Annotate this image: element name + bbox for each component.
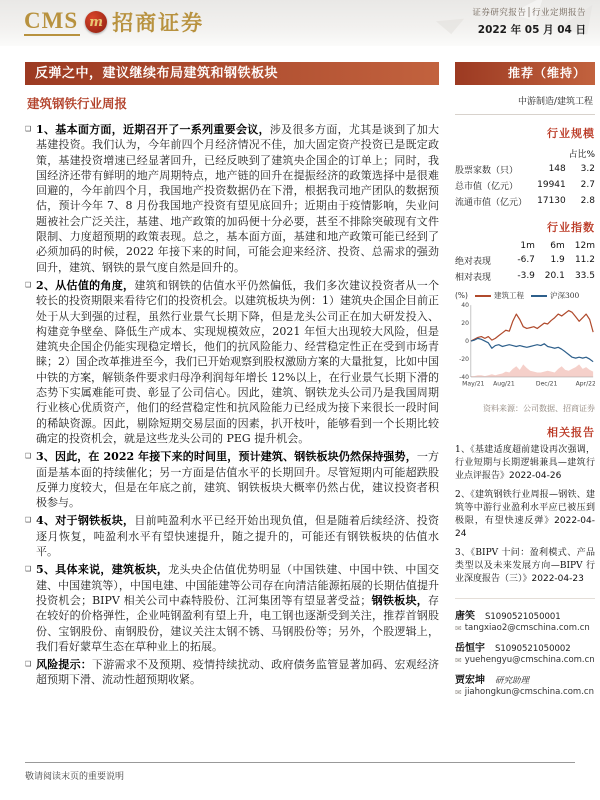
analyst-cert-number: S1090521050001 xyxy=(485,612,561,622)
analyst-row xyxy=(455,671,595,697)
square-bullet-icon: ❑ xyxy=(25,452,32,461)
risk-text: 下游需求不及预期、疫情持续扰动、政府债务监管显著加码、宏观经济超预期下滑、流动性超预期收紧。 xyxy=(36,658,439,687)
svg-text:Apr/22: Apr/22 xyxy=(575,380,595,388)
report-type-label: 证券研究报告│行业定期报告 xyxy=(472,8,586,18)
svg-text:0: 0 xyxy=(465,338,469,346)
cms-logo xyxy=(24,7,204,37)
paragraph-lead: 2、从估值的角度， xyxy=(36,278,135,292)
section-title-related-reports: 相关报告 xyxy=(547,426,595,439)
paragraph-lead: 4、对于钢铁板块， xyxy=(36,514,135,528)
performance-chart-svg xyxy=(455,302,595,396)
report-date: 2022 年 05 月 04 日 xyxy=(477,24,586,36)
analyst-cert-number: S1090521050002 xyxy=(495,644,571,654)
industry-label: 中游制造/建筑工程 xyxy=(455,85,595,115)
analyst-job-title: 研究助理 xyxy=(495,676,530,686)
related-report-3: 3、《BIPV 十问：盈利模式、产品类型以及未来发展方向—BIPV 行业深度报告（三）》2022-04-23 xyxy=(455,548,595,584)
square-bullet-icon: ❑ xyxy=(25,516,32,525)
report-date: 2022-04-23 xyxy=(531,574,584,584)
paragraph-5 xyxy=(25,562,439,654)
sidebar xyxy=(455,62,595,703)
paragraph-text: 存在较好的价格弹性，企业吨钢盈利有望上升，电工钢也逐渐受到关注，推荐首钢股份、宝钢股份、南钢股份，建议关注太钢不锈、马钢股份等；另外，个股逻辑上，我们看好蒙草生态在草种业上的拓展。 xyxy=(36,593,439,653)
analyst-name: 唐笑 xyxy=(455,611,475,622)
table-row: 流通市值（亿元） 17130 2.8 xyxy=(455,196,595,208)
email-icon: ✉ xyxy=(455,687,462,697)
legend-item-csi300: 沪深300 xyxy=(531,290,579,301)
table-header-row: 1m 6m 12m xyxy=(520,240,595,251)
page-footer xyxy=(25,762,575,782)
analyst-name: 岳恒宇 xyxy=(455,643,485,654)
analyst-name: 贾宏坤 xyxy=(455,675,485,686)
col-header-share: 占比% xyxy=(568,149,595,160)
square-bullet-icon: ❑ xyxy=(25,660,32,669)
paragraph-mid-lead: 钢铁板块， xyxy=(371,593,428,607)
email-icon: ✉ xyxy=(455,623,462,633)
table-row: 总市值（亿元） 19941 2.7 xyxy=(455,180,595,192)
table-row: 股票家数（只） 148 3.2 xyxy=(455,164,595,176)
paragraph-text: 建筑和钢铁的估值水平仍然偏低，我们多次建议投资者从一个较长的投资期限来看待它们的投资机会。以建筑板块为例：1）建筑央企国企目前正处于从大到强的过程，虽然行业景气长期下降，但是龙头公司正在加大研发投入、构建竞争壁垒、降低生产成本、实现规模效应，2021 年恒大出现较大风险，但是建筑央企国企仍能实现稳定增长，他们的抗风险能力、经营稳定性正在受到市场青睐；2）国企改革推进至今，我们已开始观察到股权激励方案的大量批复，比如中国中铁的方案，解锁条件要求归母净利润每年增长 12%以上，在行业景气长期下滑的态势下实属难能可贵、彰显了公司信心。因此，建筑、钢铁龙头公司乃是我国周期行业核心优质资产，他们的经营稳定性和抗风险能力已经成为接下来很长一段时间的稀缺资源。因此，剔除短期交易层面的因素，扒开枝叶，能够看到一个长期比较确定的投资机会，就是这些龙头公司的 PEG 提升机会。 xyxy=(36,278,440,445)
chart-source-note: 资料来源：公司数据、招商证券 xyxy=(483,404,595,413)
legend-swatch-red xyxy=(475,295,491,297)
analyst-row xyxy=(455,639,595,665)
analyst-email: tangxiao2@cmschina.com.cn xyxy=(464,623,590,633)
report-date: 2022-04-24 xyxy=(455,516,595,539)
header-meta xyxy=(472,6,586,37)
performance-chart xyxy=(455,302,595,400)
paragraph-text: 目前吨盈利水平已经开始出现负值，但是随着后续经济、投资逐月恢复，吨盈利水平有望快速提升，随之提升的，可能还有钢铁板块的估值水平。 xyxy=(36,514,440,559)
risk-lead: 风险提示： xyxy=(36,658,92,672)
legend-item-construction: 建筑工程 xyxy=(475,290,524,301)
content-area xyxy=(25,62,595,703)
footer-disclaimer: 敬请阅读末页的重要说明 xyxy=(25,772,125,782)
paragraph-2 xyxy=(25,278,439,446)
related-report-1: 1、《基建适度超前建设再次强调，行业短期与长期逻辑兼具—建筑行业点评报告》2022-04-26 xyxy=(455,445,595,481)
paragraph-4 xyxy=(25,513,439,559)
svg-text:May/21: May/21 xyxy=(462,380,485,388)
paragraph-lead: 5、具体来说，建筑板块， xyxy=(36,563,169,577)
section-title-industry-scale: 行业规模 xyxy=(547,127,595,140)
section-title-industry-index: 行业指数 xyxy=(547,221,595,234)
table-row: 相对表现 -3.9 20.1 33.5 xyxy=(455,271,595,283)
svg-text:40: 40 xyxy=(461,302,469,310)
email-icon: ✉ xyxy=(455,655,462,665)
table-row: 绝对表现 -6.7 1.9 11.2 xyxy=(455,255,595,267)
industry-scale-table xyxy=(455,145,595,209)
square-bullet-icon: ❑ xyxy=(25,280,32,289)
paragraph-lead: 1、基本面方面，近期召开了一系列重要会议， xyxy=(36,123,270,136)
square-bullet-icon: ❑ xyxy=(25,565,32,574)
cms-logo-badge-icon: m xyxy=(85,11,107,33)
chart-unit-label: (%) xyxy=(455,291,468,300)
legend-swatch-blue xyxy=(531,295,547,297)
paragraph-text: 一方面是基本面的持续催化；另一方面是估值水平的长期回升。尽管短期内可能超跌股反弹力度较大，但是在年底之前，建筑、钢铁板块大概率仍然占优，建议投资者积极参与。 xyxy=(36,450,439,510)
svg-text:-20: -20 xyxy=(459,356,469,364)
related-report-2: 2、《建筑钢铁行业周报—钢铁、建筑等中游行业盈利水平应已被压到极限，有望快速反弹》2022-04-24 xyxy=(455,490,595,539)
main-column xyxy=(25,62,439,703)
analyst-list xyxy=(455,598,595,697)
risk-paragraph xyxy=(25,657,439,688)
paragraph-text: 龙头央企估值优势明显（中国铁建、中国中铁、中国交建、中国建筑等），中国电建、中国能建等公司存在向清洁能源拓展的长期估值提升投资机会；BIPV 相关公司中森特股份、江河集团等有望显著受益； xyxy=(36,563,439,607)
square-bullet-icon: ❑ xyxy=(25,125,32,133)
rating-badge: 推荐（维持） xyxy=(455,62,595,85)
svg-text:Dec/21: Dec/21 xyxy=(535,380,558,388)
cms-logo-chinese: 招商证券 xyxy=(112,10,205,35)
paragraph-text: 涉及很多方面，尤其是谈到了加大基建投资。我们认为，今年前四个月经济情况不佳，加大固定资产投资已是既定政策，基建投资增速已经显著回升，已经反映到了建筑央企国企的订单上；同时，我国经济还带有鲜明的地产周期特点，地产链的回升在提振经济的政策选择中是很难回避的，今年前四个月，我国地产投资数据仍在下滑，根据我司地产团队的数据预估，预计今年 7、8 月份我国地产投资有望见底回升；近期由于疫情影响，失业问题被社会广泛关注，基建、地产政策的加码便十分必要，甚至不排除突破现有文件限制、力度超预期的政策表现。总之，基本面方面，基建和地产政策可能已经到了必须加码的时候，2022 年接下来的时间，可能会迎来经济、投资、总需求的强劲回升，建筑、钢铁的景气度自然是回升的。 xyxy=(36,123,439,274)
paragraph-lead: 3、因此，在 2022 年接下来的时间里，预计建筑、钢铁板块仍然保持强势， xyxy=(36,450,417,464)
analyst-email: jiahongkun@cmschina.com.cn xyxy=(464,687,594,697)
watermark-arrow xyxy=(436,6,464,34)
industry-index-table xyxy=(455,239,595,284)
analyst-row xyxy=(455,607,595,633)
svg-text:20: 20 xyxy=(461,320,469,328)
report-subtitle: 建筑钢铁行业周报 xyxy=(27,96,128,111)
svg-text:-40: -40 xyxy=(459,374,469,382)
cms-logo-text: CMS xyxy=(24,9,80,36)
paragraph-3 xyxy=(25,449,439,510)
chart-legend xyxy=(455,290,595,301)
page-header xyxy=(0,0,600,46)
svg-text:Aug/21: Aug/21 xyxy=(493,380,515,388)
paragraph-1 xyxy=(25,122,439,275)
report-title: 反弹之中，建议继续布局建筑和钢铁板块 xyxy=(25,62,439,85)
table-header-row xyxy=(455,145,595,161)
report-date: 2022-04-26 xyxy=(509,471,562,481)
analyst-email: yuehengyu@cmschina.com.cn xyxy=(464,655,595,665)
